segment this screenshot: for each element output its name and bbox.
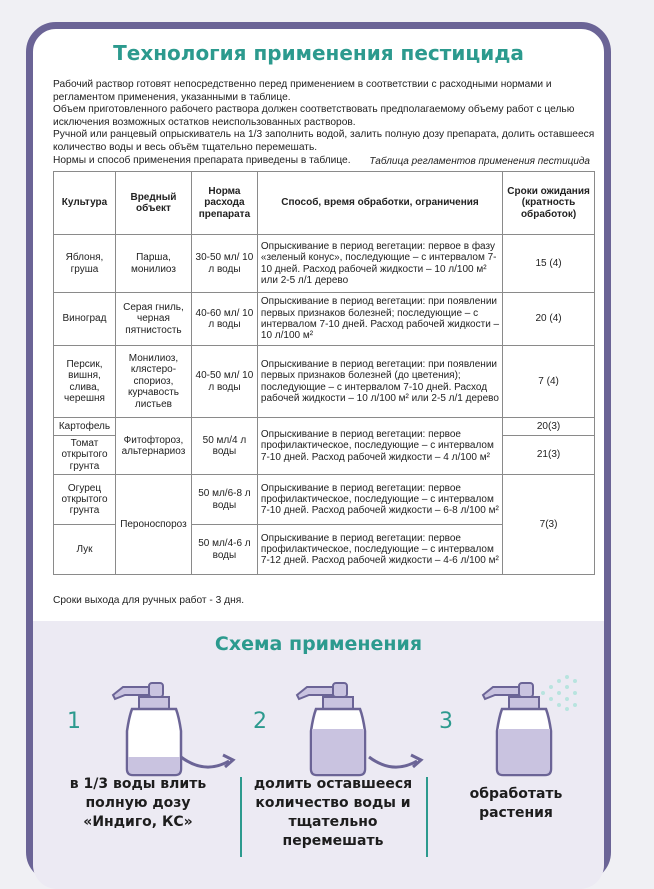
table-caption: Таблица регламентов применения пестицида — [369, 156, 590, 167]
table-row — [54, 475, 595, 525]
table-row — [54, 418, 595, 436]
intro-paragraph: Ручной или ранцевый опрыскиватель на 1/3 заполнить водой, залить полную дозу препарата, долить оставшееся количество воды и весь объём тщательно перемешать. — [53, 129, 595, 153]
scheme-title: Схема применения — [214, 633, 423, 655]
crop-cell: Томат открытого грунта — [54, 436, 116, 475]
header-crop: Культура — [54, 172, 116, 235]
header-method: Способ, время обработки, ограничения — [257, 172, 502, 235]
table-row — [54, 235, 595, 293]
crop-cell: Персик, вишня, слива, черешня — [54, 346, 116, 418]
rate-cell: 30-50 мл/ 10 л воды — [191, 235, 257, 293]
arrow-icon — [179, 751, 239, 775]
separator — [240, 777, 242, 857]
pest-cell: Серая гниль, черная пятнистость — [115, 293, 191, 346]
spray-bottle-icon — [99, 669, 189, 779]
wait-cell: 20(3) — [503, 418, 595, 436]
step-text: долить оставшееся количество воды и тщательно перемешать — [253, 776, 413, 849]
step-number: 3 — [439, 709, 453, 734]
wait-cell: 20 (4) — [503, 293, 595, 346]
page-frame — [26, 22, 611, 882]
crop-cell: Огурец открытого грунта — [54, 475, 116, 525]
intro-paragraph: Нормы и способ применения препарата приведены в таблице. — [53, 154, 351, 166]
crop-cell: Лук — [54, 525, 116, 575]
step-number: 1 — [67, 709, 81, 734]
crop-cell: Яблоня, груша — [54, 235, 116, 293]
table-row — [54, 293, 595, 346]
step-text: обработать растения — [469, 786, 563, 821]
crop-cell: Виноград — [54, 293, 116, 346]
rate-cell: 40-50 мл/ 10 л воды — [191, 346, 257, 418]
wait-cell: 21(3) — [503, 436, 595, 475]
method-cell: Опрыскивание в период вегетации: первое профилактическое, последующие – с интервалом 7-12 дней. Расход рабочей жидкости – 4-6 л/100 м² — [257, 525, 502, 575]
method-cell: Опрыскивание в период вегетации: первое в фазу «зеленый конус», последующие – с интервалом 7-10 дней. Расход рабочей жидкости – 10 л/100 м² или 2-5 л/1 дерево — [257, 235, 502, 293]
step-text: в 1/3 воды влить полную дозу «Индиго, КС» — [69, 776, 207, 830]
pest-cell: Фитофтороз, альтернариоз — [115, 418, 191, 475]
header-wait: Сроки ожидания (кратность обработок) — [503, 172, 595, 235]
method-cell: Опрыскивание в период вегетации: при появлении первых признаков болезней; последующие – с интервалом 7-10 дней. Расход рабочей жидкости – 10 л/100 м² — [257, 293, 502, 346]
spray-mist-icon — [537, 673, 581, 713]
rate-cell: 50 мл/6-8 л воды — [191, 475, 257, 525]
wait-cell: 15 (4) — [503, 235, 595, 293]
intro-paragraph: Объем приготовленного рабочего раствора должен соответствовать предполагаемому объему работ с целью исключения возможных остатков неиспользованных растворов. — [53, 104, 575, 128]
wait-cell: 7(3) — [503, 475, 595, 575]
rate-cell: 50 мл/4 л воды — [191, 418, 257, 475]
pest-cell: Пероноспороз — [115, 475, 191, 575]
page-title: Технология применения пестицида — [113, 41, 524, 65]
footer-note: Сроки выхода для ручных работ - 3 дня. — [53, 595, 245, 606]
pest-cell: Монилиоз, клястеро-спориоз, курчавость листьев — [115, 346, 191, 418]
method-cell: Опрыскивание в период вегетации: первое профилактическое, последующие – с интервалом 7-10 дней. Расход рабочей жидкости – 4 л/100 м² — [257, 418, 502, 475]
rate-cell: 50 мл/4-6 л воды — [191, 525, 257, 575]
pest-cell: Парша, монилиоз — [115, 235, 191, 293]
method-cell: Опрыскивание в период вегетации: при появлении первых признаков болезней (до цветения); последующие – с интервалом 7-10 дней. Расход рабочей жидкости – 10 л/100 м² или 2-5 л/1 дерево — [257, 346, 502, 418]
crop-cell: Картофель — [54, 418, 116, 436]
regulation-table — [53, 171, 595, 575]
header-pest: Вредный объект — [115, 172, 191, 235]
separator — [426, 777, 428, 857]
table-row — [54, 346, 595, 418]
intro-paragraph: Рабочий раствор готовят непосредственно перед применением в соответствии с расходными нормами и регламентом применения, указанными в таблице. — [53, 79, 552, 103]
header-rate: Норма расхода препарата — [191, 172, 257, 235]
spray-bottle-icon — [283, 669, 373, 779]
rate-cell: 40-60 мл/ 10 л воды — [191, 293, 257, 346]
step-number: 2 — [253, 709, 267, 734]
wait-cell: 7 (4) — [503, 346, 595, 418]
intro-text — [53, 79, 598, 167]
arrow-icon — [367, 751, 427, 775]
method-cell: Опрыскивание в период вегетации: первое профилактическое, последующие – с интервалом 7-10 дней. Расход рабочей жидкости – 6-8 л/100 м² — [257, 475, 502, 525]
table-header-row — [54, 172, 595, 235]
